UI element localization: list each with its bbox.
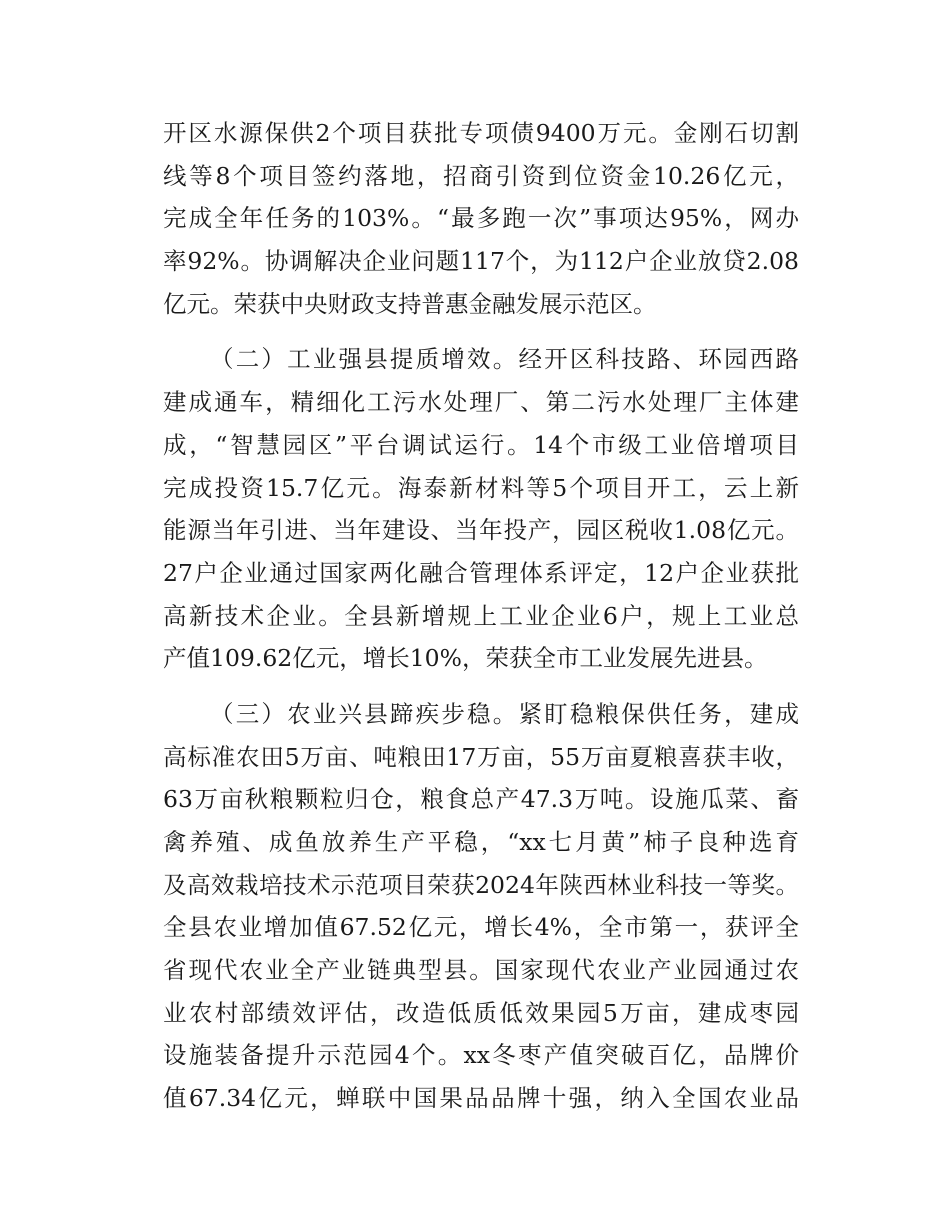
text-line: 63万亩秋粮颗粒归仓，粮食总产47.3万吨。设施瓜菜、畜: [163, 785, 799, 814]
text-line: 27户企业通过国家两化融合管理体系评定，12户企业获批: [163, 558, 799, 587]
paragraph-heading-line: （二）工业强县提质增效。经开区科技路、环园西路: [210, 345, 799, 374]
text-line: 产值109.62亿元，增长10%，荣获全市工业发展先进县。: [163, 644, 768, 673]
text-line: 线等8个项目签约落地，招商引资到位资金10.26亿元，: [163, 161, 799, 190]
text-line: 成，“智慧园区”平台调试运行。14个市级工业倍增项目: [163, 430, 799, 459]
text-line: 完成全年任务的103%。“最多跑一次”事项达95%，网办: [163, 204, 799, 233]
text-line: 业农村部绩效评估，改造低质低效果园5万亩，建成枣园: [163, 998, 799, 1027]
text-line: 建成通车，精细化工污水处理厂、第二污水处理厂主体建: [163, 388, 799, 417]
document-page: [163, 112, 799, 1120]
text-line: 完成投资15.7亿元。海泰新材料等5个项目开工，云上新: [163, 473, 799, 502]
text-line: 设施装备提升示范园4个。xx冬枣产值突破百亿，品牌价: [163, 1041, 799, 1070]
text-line: 高标准农田5万亩、吨粮田17万亩，55万亩夏粮喜获丰收，: [163, 742, 799, 771]
text-line: 全县农业增加值67.52亿元，增长4%，全市第一，获评全: [163, 913, 799, 942]
text-line: 开区水源保供2个项目获批专项债9400万元。金刚石切割: [163, 119, 799, 147]
text-line: 值67.34亿元，蝉联中国果品品牌十强，纳入全国农业品: [163, 1084, 799, 1113]
paragraph-investment: [163, 112, 799, 325]
text-line: 省现代农业全产业链典型县。国家现代农业产业园通过农: [163, 956, 799, 985]
text-line: 高新技术企业。全县新增规上工业企业6户，规上工业总: [163, 601, 799, 630]
paragraph-industry: [163, 338, 799, 680]
text-line: 能源当年引进、当年建设、当年投产，园区税收1.08亿元。: [163, 516, 799, 545]
text-line: 禽养殖、成鱼放养生产平稳，“xx七月黄”柿子良种选育: [163, 828, 799, 856]
text-line: 率92%。协调解决企业问题117个，为112户企业放贷2.08: [163, 247, 799, 276]
text-line: 亿元。荣获中央财政支持普惠金融发展示范区。: [163, 289, 657, 318]
paragraph-heading-line: （三）农业兴县蹄疾步稳。紧盯稳粮保供任务，建成: [210, 699, 799, 728]
text-line: 及高效栽培技术示范项目荣获2024年陕西林业科技一等奖。: [163, 870, 799, 899]
paragraph-agriculture: [163, 693, 799, 1120]
